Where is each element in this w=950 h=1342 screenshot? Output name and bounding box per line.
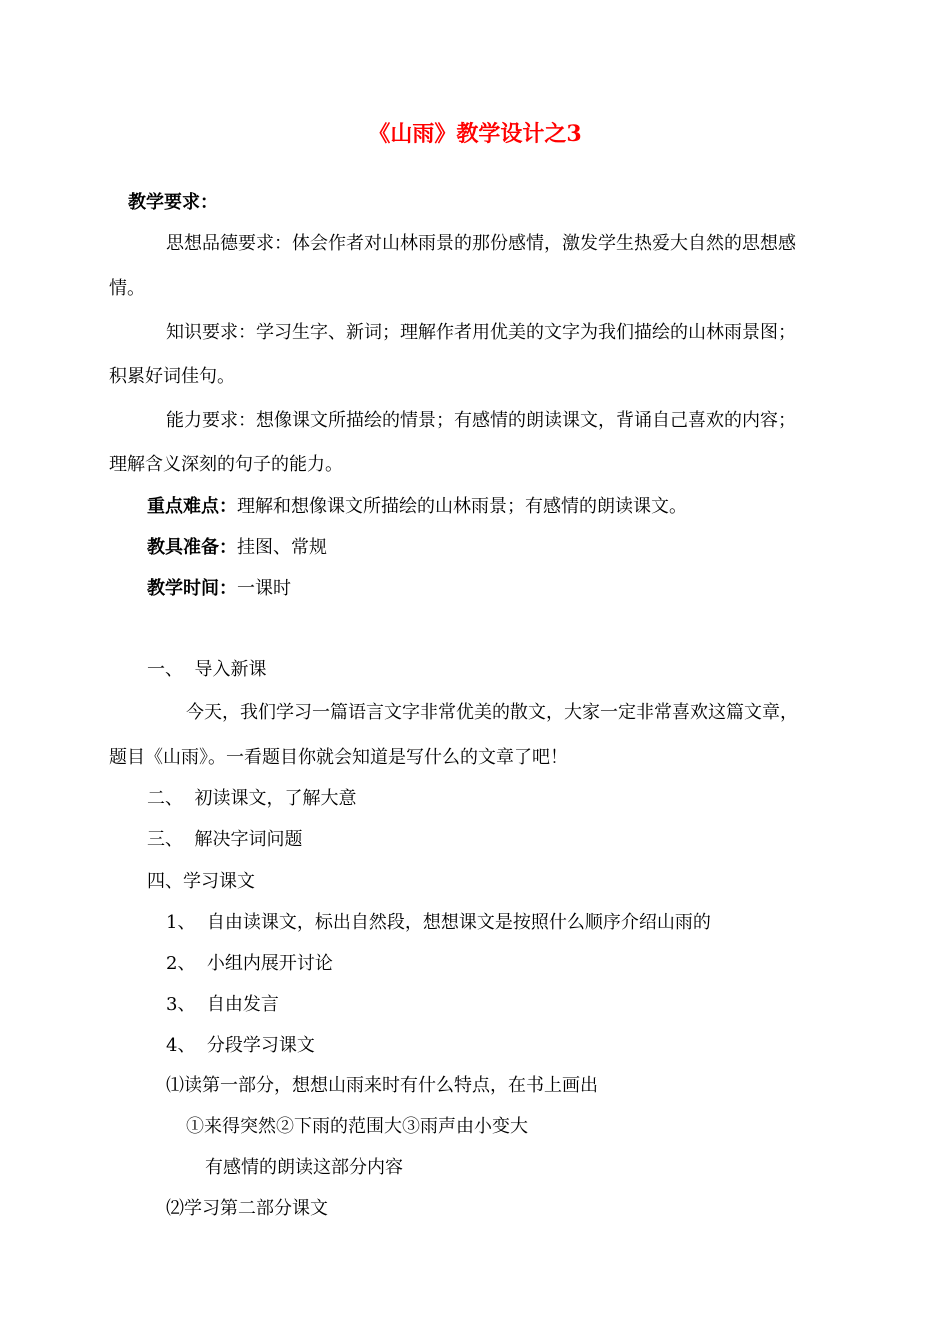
ability-requirement-line-2: 理解含义深刻的句子的能力。 <box>109 454 343 475</box>
teaching-time-text: 一课时 <box>237 578 291 599</box>
teaching-aids <box>147 535 327 561</box>
teaching-time <box>147 576 291 602</box>
part-1-read-aloud: 有感情的朗读这部分内容 <box>205 1157 403 1178</box>
knowledge-requirement-line-1: 知识要求：学习生字、新词；理解作者用优美的文字为我们描绘的山林雨景图； <box>166 322 796 343</box>
section-1-paragraph-line-1: 今天，我们学习一篇语言文字非常优美的散文，大家一定非常喜欢这篇文章， <box>186 702 798 723</box>
key-points-label: 重点难点： <box>147 496 237 517</box>
section-3-heading: 三、 解决字词问题 <box>147 829 303 850</box>
section-1-heading: 一、 导入新课 <box>147 659 267 680</box>
list-item: 4、 分段学习课文 <box>166 1035 315 1056</box>
part-1-instruction: ⑴读第一部分，想想山雨来时有什么特点，在书上画出 <box>166 1075 598 1096</box>
section-4-heading: 四、学习课文 <box>147 871 255 892</box>
section-1-paragraph-line-2: 题目《山雨》。一看题目你就会知道是写什么的文章了吧！ <box>109 747 568 768</box>
page-title: 《山雨》教学设计之3 <box>368 121 582 147</box>
teaching-aids-label: 教具准备： <box>147 537 237 558</box>
moral-requirement-line-1: 思想品德要求：体会作者对山林雨景的那份感情，激发学生热爱大自然的思想感 <box>166 233 796 254</box>
moral-requirement-line-2: 情。 <box>109 278 145 299</box>
part-2-instruction: ⑵学习第二部分课文 <box>166 1198 328 1219</box>
requirements-heading: 教学要求： <box>128 192 218 213</box>
knowledge-requirement-line-2: 积累好词佳句。 <box>109 366 235 387</box>
teaching-time-label: 教学时间： <box>147 578 237 599</box>
ability-requirement-line-1: 能力要求：想像课文所描绘的情景；有感情的朗读课文，背诵自己喜欢的内容； <box>166 410 796 431</box>
key-points <box>147 494 687 520</box>
key-points-text: 理解和想像课文所描绘的山林雨景；有感情的朗读课文。 <box>237 496 687 517</box>
section-2-heading: 二、 初读课文，了解大意 <box>147 788 357 809</box>
list-item: 2、 小组内展开讨论 <box>166 953 333 974</box>
teaching-aids-text: 挂图、常规 <box>237 537 327 558</box>
list-item: 1、 自由读课文，标出自然段，想想课文是按照什么顺序介绍山雨的 <box>166 912 711 933</box>
part-1-points: ①来得突然②下雨的范围大③雨声由小变大 <box>186 1116 528 1137</box>
list-item: 3、 自由发言 <box>166 994 279 1015</box>
